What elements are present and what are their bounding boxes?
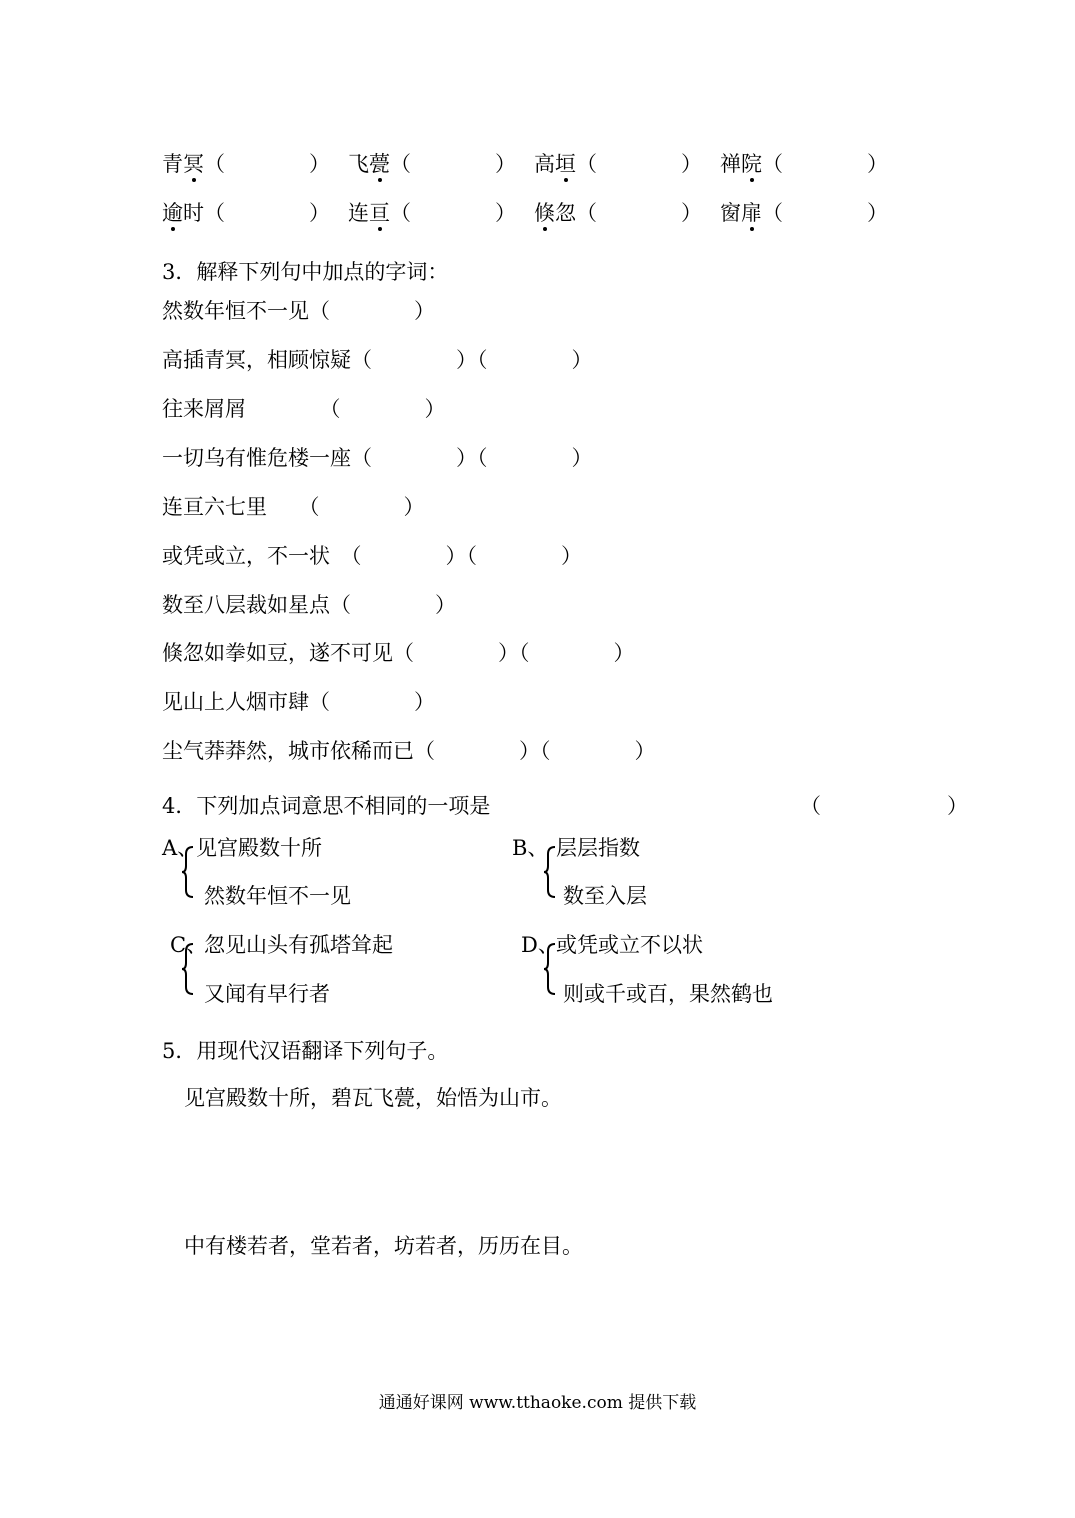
- question-4-title: 4．下列加点词意思不相同的一项是: [162, 794, 491, 818]
- q3-line: 见山上人烟市肆（ ）: [162, 690, 435, 714]
- brace-icon: [544, 943, 556, 995]
- answer-blank[interactable]: （ ）: [800, 794, 968, 818]
- option-label-d: D、: [521, 933, 559, 957]
- vocab-item: 高垣（ ）: [534, 152, 702, 176]
- answer-blank[interactable]: （ ）: [762, 201, 888, 225]
- option-b-line-1: 层层指数: [556, 836, 640, 860]
- question-3-title: 3．解释下列句中加点的字词：: [162, 260, 449, 284]
- answer-blank[interactable]: （ ）: [204, 152, 330, 176]
- option-d-line-2: 则或千或百，果然鹤也: [563, 982, 773, 1006]
- vocab-item: 倏忽（ ）: [534, 201, 702, 225]
- vocab-item: 窗扉（ ）: [720, 201, 888, 225]
- answer-blank[interactable]: （ ）: [204, 201, 330, 225]
- option-c-line-1: 忽见山头有孤塔耸起: [204, 933, 393, 957]
- option-label-a: A、: [162, 836, 199, 860]
- q3-line: 一切乌有惟危楼一座（ ）（ ）: [162, 446, 593, 470]
- question-5-title: 5．用现代汉语翻译下列句子。: [162, 1039, 449, 1063]
- brace-icon: [544, 846, 556, 898]
- q3-line: 连亘六七里 （ ）: [162, 495, 425, 519]
- answer-blank[interactable]: （ ）: [390, 201, 516, 225]
- brace-icon: [182, 846, 194, 898]
- translate-sentence-2: 中有楼若者，堂若者，坊若者，历历在目。: [184, 1234, 583, 1258]
- q3-line: 尘气莽莽然，城市依稀而已（ ）（ ）: [162, 739, 656, 763]
- answer-blank[interactable]: （ ）: [576, 201, 702, 225]
- option-a-line-1: 见宫殿数十所: [196, 836, 322, 860]
- option-c-line-2: 又闻有早行者: [204, 982, 330, 1006]
- q3-line: 或凭或立，不一状 （ ）（ ）: [162, 544, 582, 568]
- option-label-c: C、: [170, 933, 208, 957]
- answer-blank[interactable]: （ ）: [576, 152, 702, 176]
- q3-line: 高插青冥，相顾惊疑（ ）（ ）: [162, 348, 593, 372]
- vocab-item: 飞甍（ ）: [348, 152, 516, 176]
- vocab-item: 连亘（ ）: [348, 201, 516, 225]
- option-a-line-2: 然数年恒不一见: [204, 884, 351, 908]
- q3-line: 然数年恒不一见（ ）: [162, 299, 435, 323]
- page-footer: 通通好课网 www.tthaoke.com 提供下载: [378, 1393, 697, 1413]
- option-b-line-2: 数至入层: [563, 884, 647, 908]
- vocab-item: 青冥（ ）: [162, 152, 330, 176]
- answer-blank[interactable]: （ ）: [390, 152, 516, 176]
- option-d-line-1: 或凭或立不以状: [556, 933, 703, 957]
- vocab-item: 逾时（ ）: [162, 201, 330, 225]
- brace-icon: [182, 943, 194, 995]
- translate-sentence-1: 见宫殿数十所，碧瓦飞甍，始悟为山市。: [184, 1086, 562, 1110]
- q3-line: 数至八层裁如星点（ ）: [162, 593, 456, 617]
- option-label-b: B、: [512, 836, 549, 860]
- q3-line: 倏忽如拳如豆，遂不可见（ ）（ ）: [162, 641, 635, 665]
- vocab-item: 禅院（ ）: [720, 152, 888, 176]
- q3-line: 往来屑屑 （ ）: [162, 397, 446, 421]
- answer-blank[interactable]: （ ）: [762, 152, 888, 176]
